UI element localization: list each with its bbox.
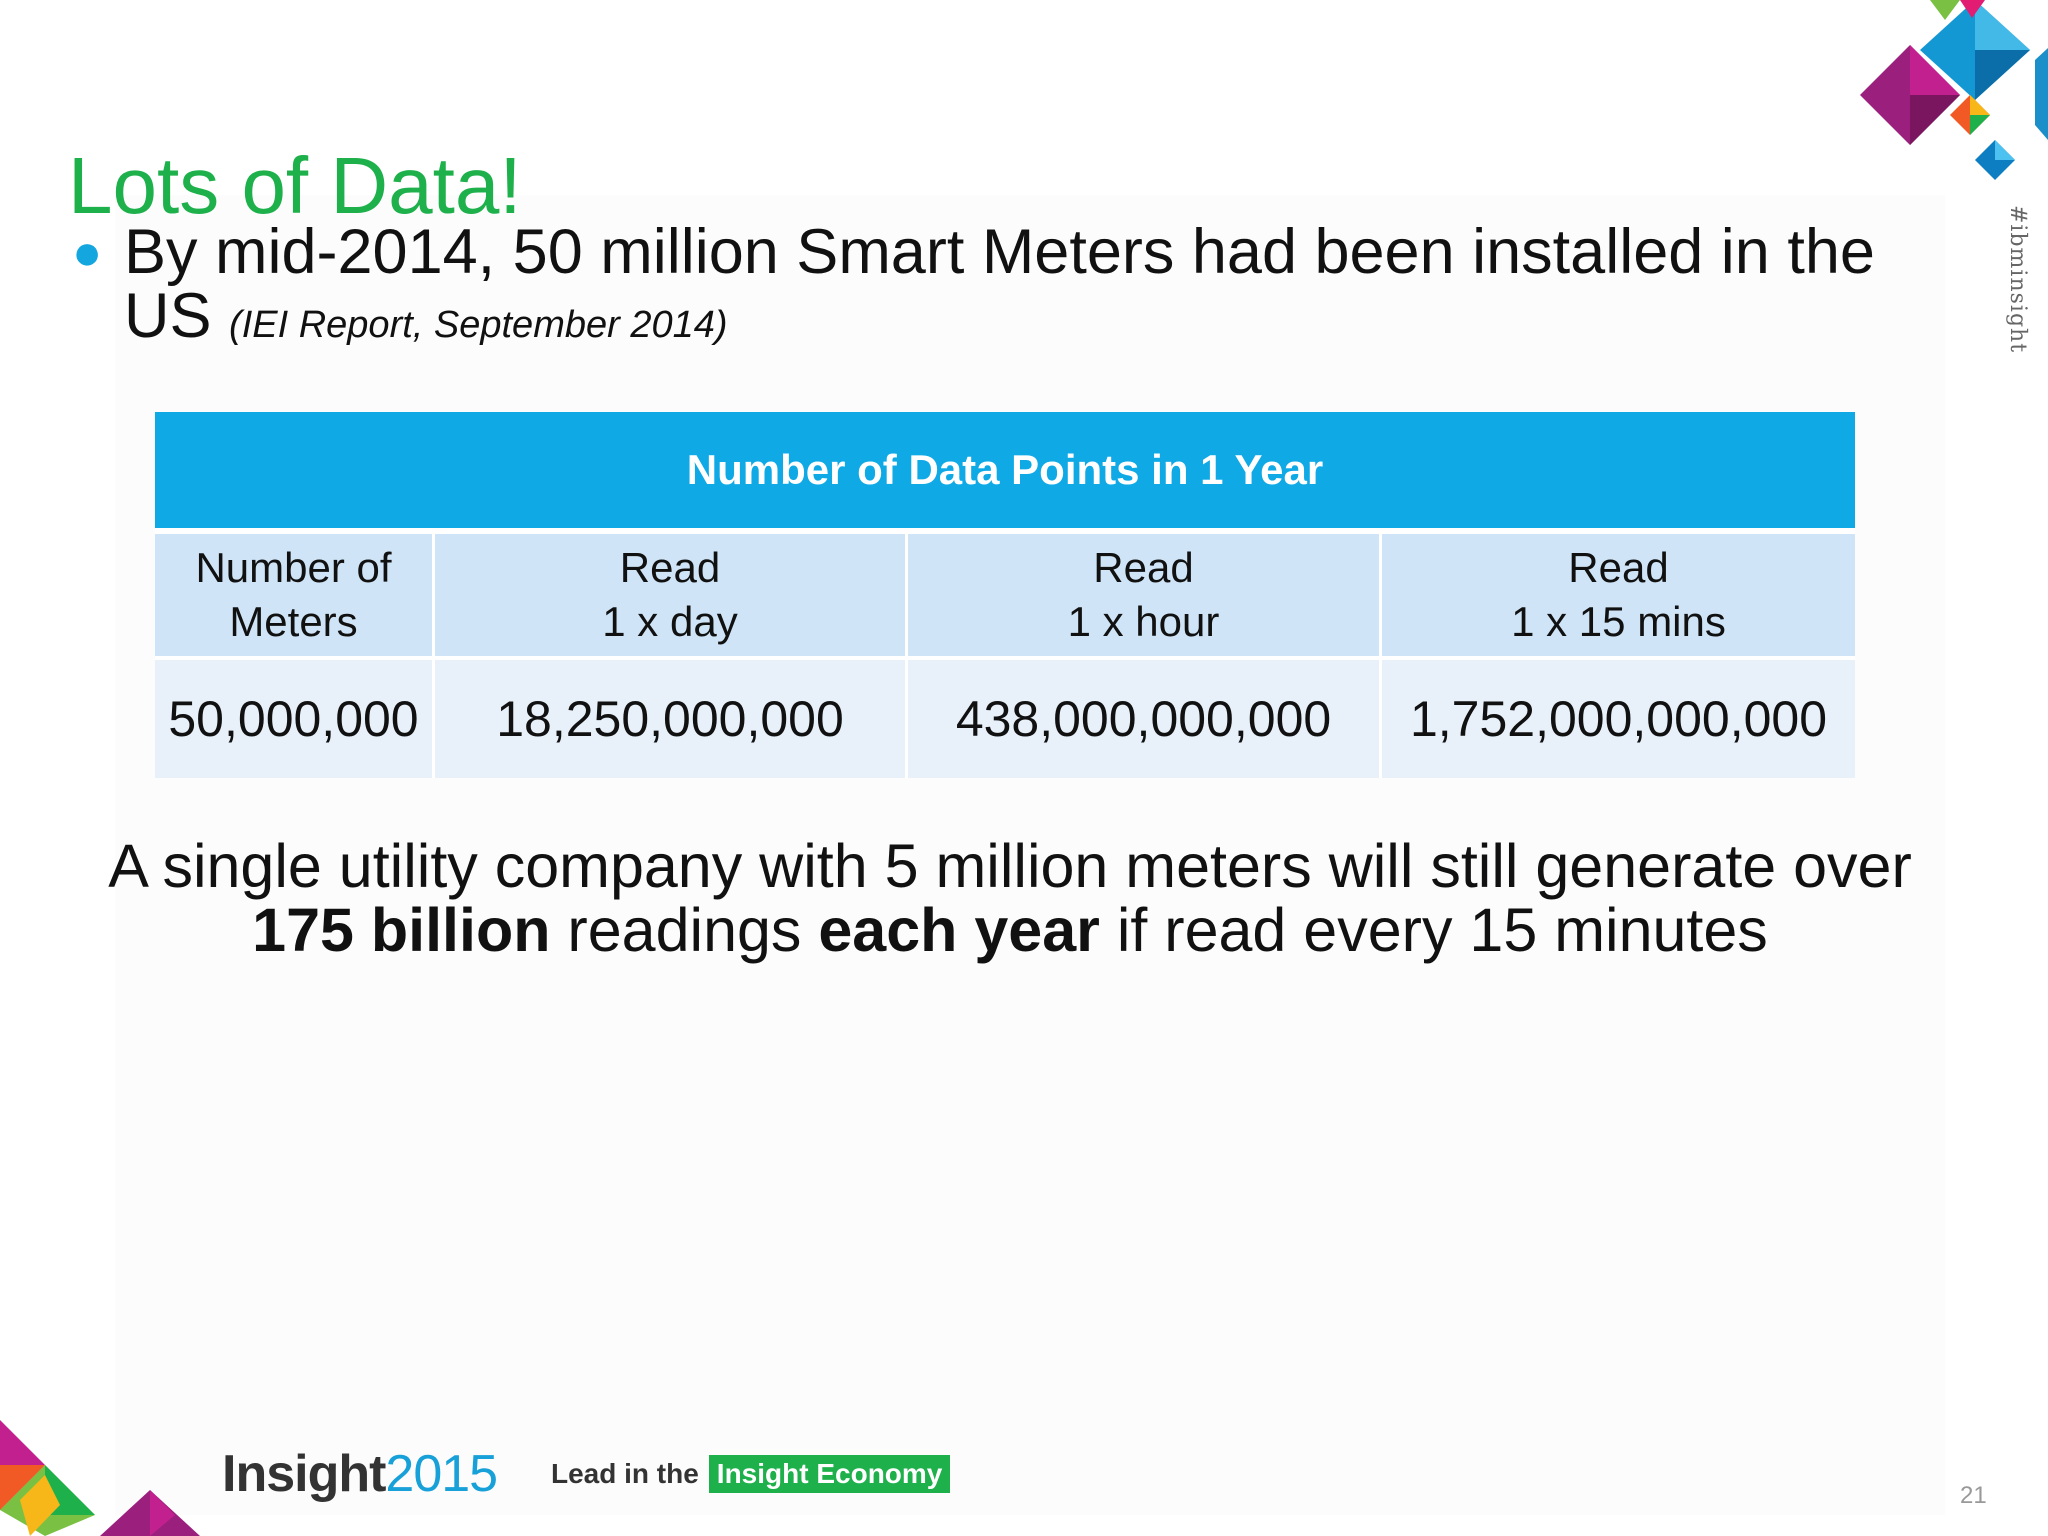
column-label: Read 1 x 15 mins xyxy=(1382,534,1855,660)
table-value: 18,250,000,000 xyxy=(435,660,908,778)
column-label: Number of Meters xyxy=(155,534,435,660)
decorative-diamonds-top-right xyxy=(1800,0,2048,185)
statement-text: A single utility company with 5 million meters will still generate over xyxy=(108,832,1912,900)
table-value: 438,000,000,000 xyxy=(908,660,1382,778)
column-label: Read 1 x day xyxy=(435,534,908,660)
statement-text: if read every 15 minutes xyxy=(1099,896,1768,964)
table-value: 1,752,000,000,000 xyxy=(1382,660,1855,778)
page-number: 21 xyxy=(1960,1482,1987,1509)
slide-title: Lots of Data! xyxy=(68,140,522,230)
statement-emphasis: 175 billion xyxy=(252,896,551,964)
table-row-labels xyxy=(155,534,1855,660)
bullet-text: By mid-2014, 50 million Smart Meters had been installed in the US xyxy=(124,217,1875,351)
tagline-prefix: Lead in the xyxy=(551,1458,699,1489)
statement-text: readings xyxy=(550,896,819,964)
column-label: Read 1 x hour xyxy=(908,534,1382,660)
bullet-icon: ● xyxy=(72,224,103,280)
statement-emphasis: each year xyxy=(818,896,1100,964)
table-row-values xyxy=(155,660,1855,778)
key-statement xyxy=(60,834,1960,962)
decorative-diamonds-bottom-left xyxy=(0,1415,200,1536)
insight-logo: Insight2015 xyxy=(222,1445,498,1503)
tagline xyxy=(551,1455,950,1493)
table-value: 50,000,000 xyxy=(155,660,435,778)
tagline-badge: Insight Economy xyxy=(709,1455,951,1493)
bullet-source: (IEI Report, September 2014) xyxy=(229,304,728,346)
data-points-table xyxy=(155,412,1855,778)
hashtag-label: #ibminsight xyxy=(2005,205,2030,354)
table-header: Number of Data Points in 1 Year xyxy=(155,412,1855,534)
